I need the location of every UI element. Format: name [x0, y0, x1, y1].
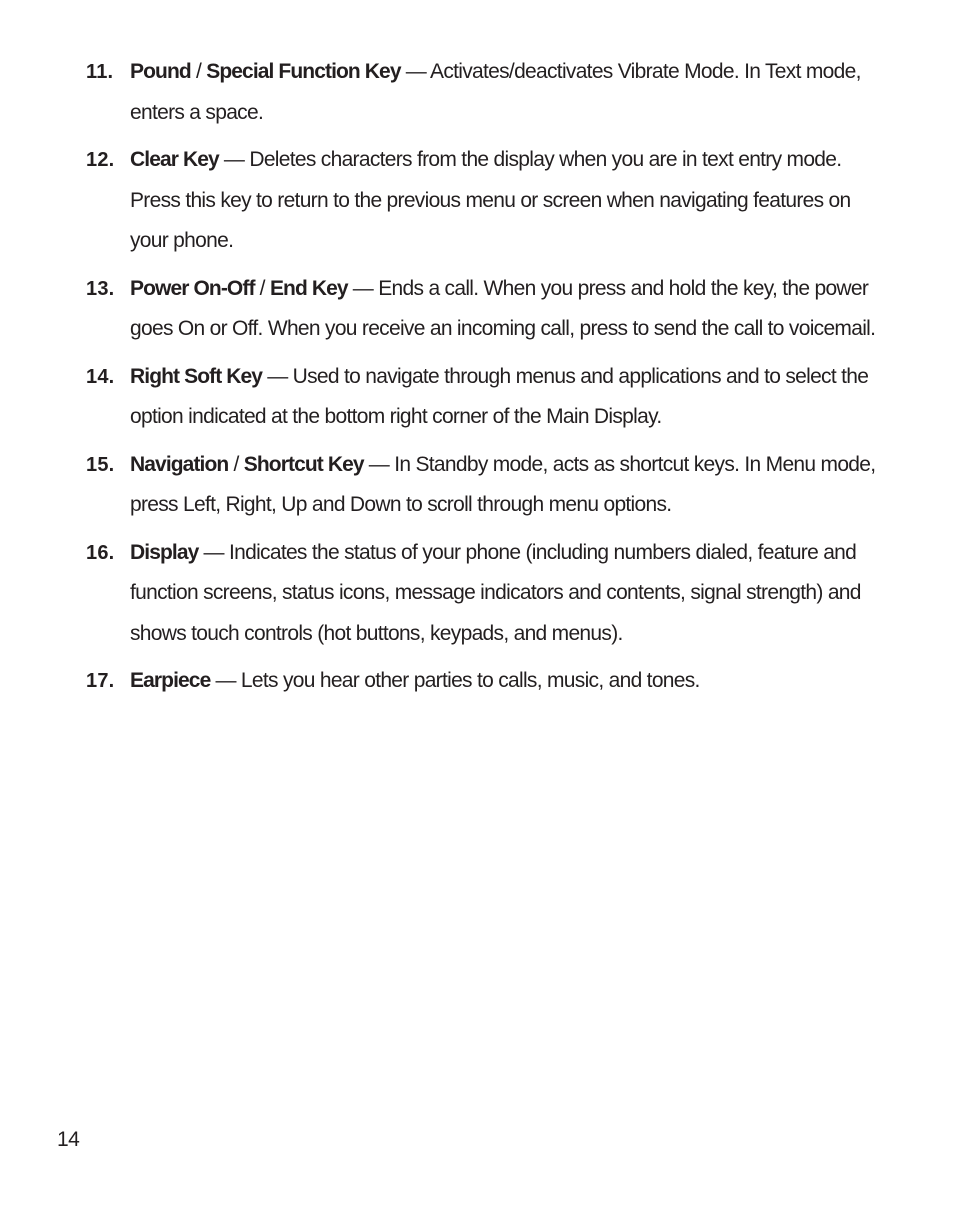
- item-number: 11.: [86, 61, 114, 83]
- item-number: 16.: [86, 541, 115, 564]
- item-description: — In Standby mode, acts as shortcut keys. In Menu mode, press Left, Right, Up and Down to scroll through menu options.: [130, 452, 876, 516]
- item-description: — Used to navigate through menus and applications and to select the option indicated at the bottom right corner of the Main Display.: [130, 364, 869, 428]
- item-number: 17.: [86, 670, 115, 692]
- item-text: [130, 445, 886, 526]
- item-text: [130, 533, 886, 655]
- list-item-clear-key: [86, 140, 886, 262]
- item-text: [130, 661, 886, 702]
- list-item-pound-key: [86, 52, 886, 133]
- item-number: 12.: [86, 149, 115, 171]
- item-number: 13.: [86, 277, 115, 300]
- item-description: — Lets you hear other parties to calls, music, and tones.: [210, 669, 700, 692]
- page-number: 14: [57, 1128, 80, 1151]
- item-description: — Deletes characters from the display when you are in text entry mode. Press this key to return to the previous menu or screen when navigating features on your phone.: [130, 148, 851, 252]
- item-description: — Activates/deactivates Vibrate Mode. In Text mode, enters a space.: [130, 60, 861, 124]
- item-term-secondary: End Key: [269, 276, 348, 300]
- item-term-secondary: Special Function Key: [206, 60, 401, 83]
- item-description: — Ends a call. When you press and hold the key, the power goes On or Off. When you receive an incoming call, press to send the call to voicemail.: [130, 276, 876, 340]
- item-term: Right Soft Key: [130, 364, 263, 388]
- list-item-display: [86, 533, 886, 655]
- item-text: [130, 269, 886, 350]
- item-text: [130, 140, 886, 262]
- term-separator: /: [228, 452, 244, 476]
- item-term: Earpiece: [130, 669, 211, 692]
- item-term: Display: [130, 540, 199, 564]
- list-item-navigation-key: [86, 445, 886, 526]
- list-item-power-end-key: [86, 269, 886, 350]
- item-term: Pound: [130, 60, 191, 83]
- item-description: — Indicates the status of your phone (including numbers dialed, feature and function screens, status icons, message indicators and contents, signal strength) and shows touch controls (hot buttons, keypads, and menus).: [130, 540, 861, 645]
- item-term-secondary: Shortcut Key: [243, 452, 364, 476]
- item-text: [130, 357, 886, 438]
- item-term: Clear Key: [130, 148, 219, 171]
- term-separator: /: [190, 60, 207, 83]
- term-separator: /: [254, 276, 270, 300]
- list-item-earpiece: [86, 661, 886, 702]
- item-text: [130, 52, 886, 133]
- item-number: 14.: [86, 365, 115, 388]
- item-term: Navigation: [130, 452, 229, 476]
- list-item-right-soft-key: [86, 357, 886, 438]
- item-term: Power On-Off: [130, 276, 255, 300]
- item-number: 15.: [86, 453, 115, 476]
- key-description-list: [86, 52, 886, 709]
